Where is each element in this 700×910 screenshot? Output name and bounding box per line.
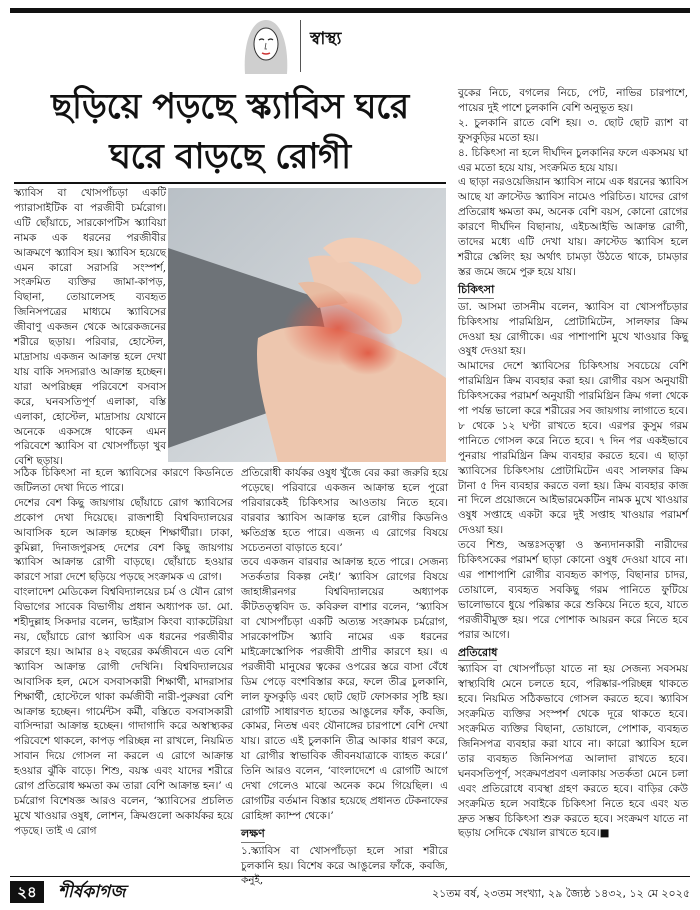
article-column-1-top [14,186,166,466]
paragraph: ৪. চিকিৎসা না হলে দীর্ঘদিন চুলকানির ফলে একসময় ঘা এর মতো হয়ে যায়, সংক্রমিত হয়ে যায়। [458,146,688,174]
portrait-illustration [235,14,297,76]
headline [14,82,446,182]
headline-rule [14,182,446,184]
article-column-3 [458,86,688,873]
symptom-item: ১.স্ক্যাবিস বা খোসপাঁচড়া হলে সারা শরীরে চুলকানি হয়। বিশেষ করে আঙুলের ফাঁকে, কবজি, কনুই, [241,844,448,887]
paragraph: তবে একজন বারবার আক্রান্ত হতে পারে। সেজন্য সতর্কতার বিকল্প নেই।’ স্ক্যাবিস রোগের বিষয়ে জাহাঙ্গীরনগর বিশ্ববিদ্যালয়ের অধ্যাপক কীটতত্ত্ববিদ ড. কবিরুল বাশার বলেন, ‘স্ক্যাবিস বা খোসপাঁচড়া একটি অত্যন্ত সংক্রামক চর্মরোগ, সারকোপটিস স্ক্যাবি নামের এক ধরনের মাইক্রোস্কোপিক পরজীবী প্রাণীর কারণে হয়। এ পরজীবী মানুষের ত্বকের ওপরের স্তরে বাসা বেঁধে ডিম পেড়ে বংশবিস্তার করে, ফলে তীব্র চুলকানি, লাল ফুসকুড়ি এবং ছোট ছোট ফোসকার সৃষ্টি হয়। রোগটি সাধারণত হাতের আঙুলের ফাঁক, কবজি, কোমর, নিতম্ব এবং যৌনাঙ্গের চারপাশে বেশি দেখা যায়। রাতে এই চুলকানি তীব্র আকার ধারণ করে, যা রোগীর স্বাভাবিক জীবনযাত্রাকে ব্যাহত করে।’ তিনি আরও বলেন, ‘বাংলাদেশে এ রোগটি আগে দেখা গেলেও মাঝে অনেক কমে গিয়েছিল। এ রোগটির বর্তমান বিস্তার হয়েছে প্রধানত টেকনাফের রোহিঙ্গা ক্যাম্প থেকে।’ [241,556,448,822]
prevention-heading: প্রতিরোধ [458,646,497,662]
paragraph: আমাদের দেশে স্ক্যাবিসের চিকিৎসায় সবচেয়ে বেশি পারমিথ্রিন ক্রিম ব্যবহার করা হয়। রোগীর বয়স অনুযায়ী চিকিৎসকের পরামর্শ অনুযায়ী পারমিথ্রিন ক্রিম গলা থেকে পা পর্যন্ত ভালো করে শরীরের সব জায়গায় লাগাতে হবে। ৮ থেকে ১২ ঘণ্টা রাখতে হবে। এরপর কুসুম গরম পানিতে গোসল করে নিতে হবে। ৭ দিন পর একইভাবে পুনরায় পারমিথ্রিন ক্রিম ব্যবহার করতে হবে। এ ছাড়া স্ক্যাবিসের চিকিৎসায় প্রোটামিটেন এবং সালফার ক্রিম টানা ৫ দিন ব্যবহার করতে বলা হয়। ক্রিম ব্যবহার কাজ না দিলে প্রয়োজনে আইভারমেকটিন নামক মুখে খাওয়ার ওষুধ সপ্তাহে একটা করে দুই সপ্তাহ খাওয়ার পরামর্শ দেওয়া হয়। [458,360,688,537]
section-title: স্বাস্থ্য [310,29,342,49]
top-rule [10,8,690,13]
issue-dateline: ২১তম বর্ষ, ২৩তম সংখ্যা, ২৯ জ্যৈষ্ঠ ১৪৩২, ১২ মে ২০২৫ [431,887,690,900]
portrait-divider [300,20,301,72]
paragraph: ডা. আসমা তাসনীম বলেন, স্ক্যাবিস বা খোসপাঁচড়ার চিকিৎসায় পারমিথ্রিন, প্রোটামিটেন, সালফার ক্রিম দেওয়া হয় রোগীকে। এর পাশাপাশি মুখে খাওয়ার কিছু ওষুধ দেওয়া হয়। [458,300,688,358]
page-number: ২৪ [10,881,44,903]
paragraph: বাংলাদেশ মেডিকেল বিশ্ববিদ্যালয়ের চর্ম ও যৌন রোগ বিভাগের সাবেক বিভাগীয় প্রধান অধ্যাপক ডা. মো. শহীদুল্লাহ সিকদার বলেন, ভাইরাস কিংবা ব্যাকটেরিয়া নয়, ছোঁয়াচে রোগ স্ক্যাবিস এক ধরনের পরজীবীর কারণে হয়। আমার ৪২ বছরের কর্মজীবনে এত বেশি স্ক্যাবিস আক্রান্ত রোগী দেখিনি। বিশ্ববিদ্যালয়ের আবাসিক হল, মেসে বসবাসকারী শিক্ষার্থী, মাদরাসার শিক্ষার্থী, হোস্টেলে থাকা কর্মজীবী নারী-পুরুষরা বেশি আক্রান্ত হচ্ছেন। গার্মেন্টস কর্মী, বস্তিতে বসবাসকারী বাসিন্দারা আক্রান্ত হচ্ছেন। গাদাগাদি করে অস্বাস্থ্যকর পরিবেশে থাকলে, কাপড় পরিচ্ছন্ন না রাখলে, নিয়মিত সাবান দিয়ে গোসল না করলে এ রোগে আক্রান্ত হওয়ার ঝুঁকি বাড়ে। শিশু, বয়স্ক এবং যাদের শরীরে রোগ প্রতিরোধ ক্ষমতা কম তারা বেশি আক্রান্ত হন।’ এ চর্মরোগ বিশেষজ্ঞ আরও বলেন, ‘স্ক্যাবিসের প্রচলিত মুখে খাওয়ার ওষুধ, লোশন, ক্রিমগুলো অকার্যকর হয়ে পড়ছে। তাই এ রোগ [14,586,233,837]
paragraph: এ ছাড়া নরওয়েজিয়ান স্ক্যাবিস নামে এক ধরনের স্ক্যাবিস আছে যা ক্রাস্টেড স্ক্যাবিস নামেও পরিচিত। যাদের রোগ প্রতিরোধ ক্ষমতা কম, অনেক বেশি বয়স, কোনো রোগের কারণে দীর্ঘদিন বিছানায়, এইচআইভি আক্রান্ত রোগী, তাদের মধ্যে এটি দেখা যায়। ক্রাস্টেড স্ক্যাবিস হলে শরীরে স্কেলিং হয় অর্থাৎ চামড়া উঠতে থাকে, চামড়ার স্তর জমে জমে পুরু হয়ে যায়। [458,176,688,278]
paragraph: স্ক্যাবিস বা খোসপাঁচড়া একটি প্যারাসাইটিক বা পরজীবী চর্মরোগ। এটি ছোঁয়াচে, সারকোপটিস স্ক্যাবিয়া নামক এক ধরনের পরজীবীর আক্রমণে স্ক্যাবিস হয়। স্ক্যাবিস হয়েছে এমন কারো সরাসরি সংস্পর্শ, সংক্রমিত ব্যক্তির জামা-কাপড়, বিছানা, তোয়ালেসহ ব্যবহৃত জিনিসপত্রের মাধ্যমে স্ক্যাবিসের জীবাণু একজন থেকে আরেকজনের শরীরে ছড়ায়। পরিবার, হোস্টেল, মাদ্রাসায় একজন আক্রান্ত হলে দেখা যায় বাকি সদস্যরাও আক্রান্ত হচ্ছেন। যারা অপরিচ্ছন্ন পরিবেশে বসবাস করে, ঘনবসতিপূর্ণ এলাকা, বস্তি এলাকা, হোস্টেল, মাদ্রাসায় যেখানে অনেকে একসঙ্গে থাকেন এমন পরিবেশে স্ক্যাবিস বা খোসপাঁচড়া খুব বেশি ছড়ায়। [14,187,166,468]
paragraph: তবে শিশু, অন্তঃসত্ত্বা ও স্তন্যদানকারী নারীদের চিকিৎসকের পরামর্শ ছাড়া কোনো ওষুধ দেওয়া যাবে না। এর পাশাপাশি রোগীর ব্যবহৃত কাপড়, বিছানার চাদর, তোয়ালে, ব্যবহৃত সবকিছু গরম পানিতে ফুটিয়ে ভালোভাবে ধুয়ে পরিষ্কার করে শুকিয়ে নিতে হবে, যাতে পরজীবীমুক্ত হয়। পরে পোশাক আয়রন করে নিতে হবে পরার আগে। [458,539,688,641]
headline-line-1: ছড়িয়ে পড়ছে স্ক্যাবিস ঘরে [51,87,409,127]
article-column-1-bottom [14,466,233,873]
article-column-2 [241,466,448,887]
paragraph: প্রতিরোধী কার্যকর ওষুধ খুঁজে বের করা জরুরি হয়ে পড়েছে। পরিবারে একজন আক্রান্ত হলে পুরো পরিবারকেই চিকিৎসার আওতায় নিতে হবে। বারবার স্ক্যাবিস আক্রান্ত হলে রোগীর কিডনিও ক্ষতিগ্রস্ত হতে পারে। এজন্য এ রোগের বিষয়ে সচেতনতা বাড়াতে হবে।’ [241,467,448,554]
magazine-logo: শীর্ষকাগজ [58,882,126,902]
page-footer [10,876,690,905]
treatment-heading: চিকিৎসা [458,283,494,299]
paragraph: সঠিক চিকিৎসা না হলে স্ক্যাবিসের কারণে কিডনিতে জটিলতা দেখা দিতে পারে। [14,467,233,494]
paragraph: দেশের বেশ কিছু জায়গায় ছোঁয়াচে রোগ স্ক্যাবিসের প্রকোপ দেখা দিয়েছে। রাজশাহী বিশ্ববিদ্যালয়ের আবাসিক হলে আক্রান্ত হচ্ছেন শিক্ষার্থীরা। ঢাকা, কুমিল্লা, দিনাজপুরসহ দেশের বেশ কিছু জায়গায় স্ক্যাবিস আক্রান্ত রোগী বাড়ছে। ছোঁয়াচে হওয়ার কারণে সারা দেশে ছড়িয়ে পড়ছে সংক্রামক এ রোগ। [14,496,233,584]
headline-line-2: ঘরে বাড়ছে রোগী [109,137,351,177]
scratching-hand-photo [168,188,446,462]
symptoms-heading: লক্ষণ [241,827,265,843]
paragraph: স্ক্যাবিস বা খোসপাঁচড়া যাতে না হয় সেজন্য সবসময় স্বাস্থ্যবিধি মেনে চলতে হবে, পরিষ্কার-পরিচ্ছন্ন থাকতে হবে। নিয়মিত সঠিকভাবে গোসল করতে হবে। স্ক্যাবিস সংক্রমিত ব্যক্তির সংস্পর্শ থেকে দূরে থাকতে হবে। সংক্রমিত ব্যক্তির বিছানা, তোয়ালে, পোশাক, ব্যবহৃত জিনিসপত্র ব্যবহার করা যাবে না। কারো স্ক্যাবিস হলে তার ব্যবহৃত জিনিসপত্র আলাদা রাখতে হবে। ঘনবসতিপূর্ণ, সংক্রমণপ্রবণ এলাকায় সতর্কতা মেনে চলা এবং প্রতিরোধে ব্যবস্থা গ্রহণ করতে হবে। বাড়ির কেউ সংক্রমিত হলে সবাইকে চিকিৎসা নিতে হবে এবং যত দ্রুত সম্ভব চিকিৎসা শুরু করতে হবে। সংক্রমণ যাতে না ছড়ায় সেদিকে খেয়াল রাখতে হবে।■ [458,663,688,840]
paragraph: বুকের নিচে, বগলের নিচে, পেট, নাভির চারপাশে, পায়ের দুই পাশে চুলকানি বেশি অনুভূত হয়। [458,87,688,114]
paragraph: ২. চুলকানি রাতে বেশি হয়। ৩. ছোট ছোট র‍্যাশ বা ফুসকুড়ির মতো হয়। [458,116,688,144]
